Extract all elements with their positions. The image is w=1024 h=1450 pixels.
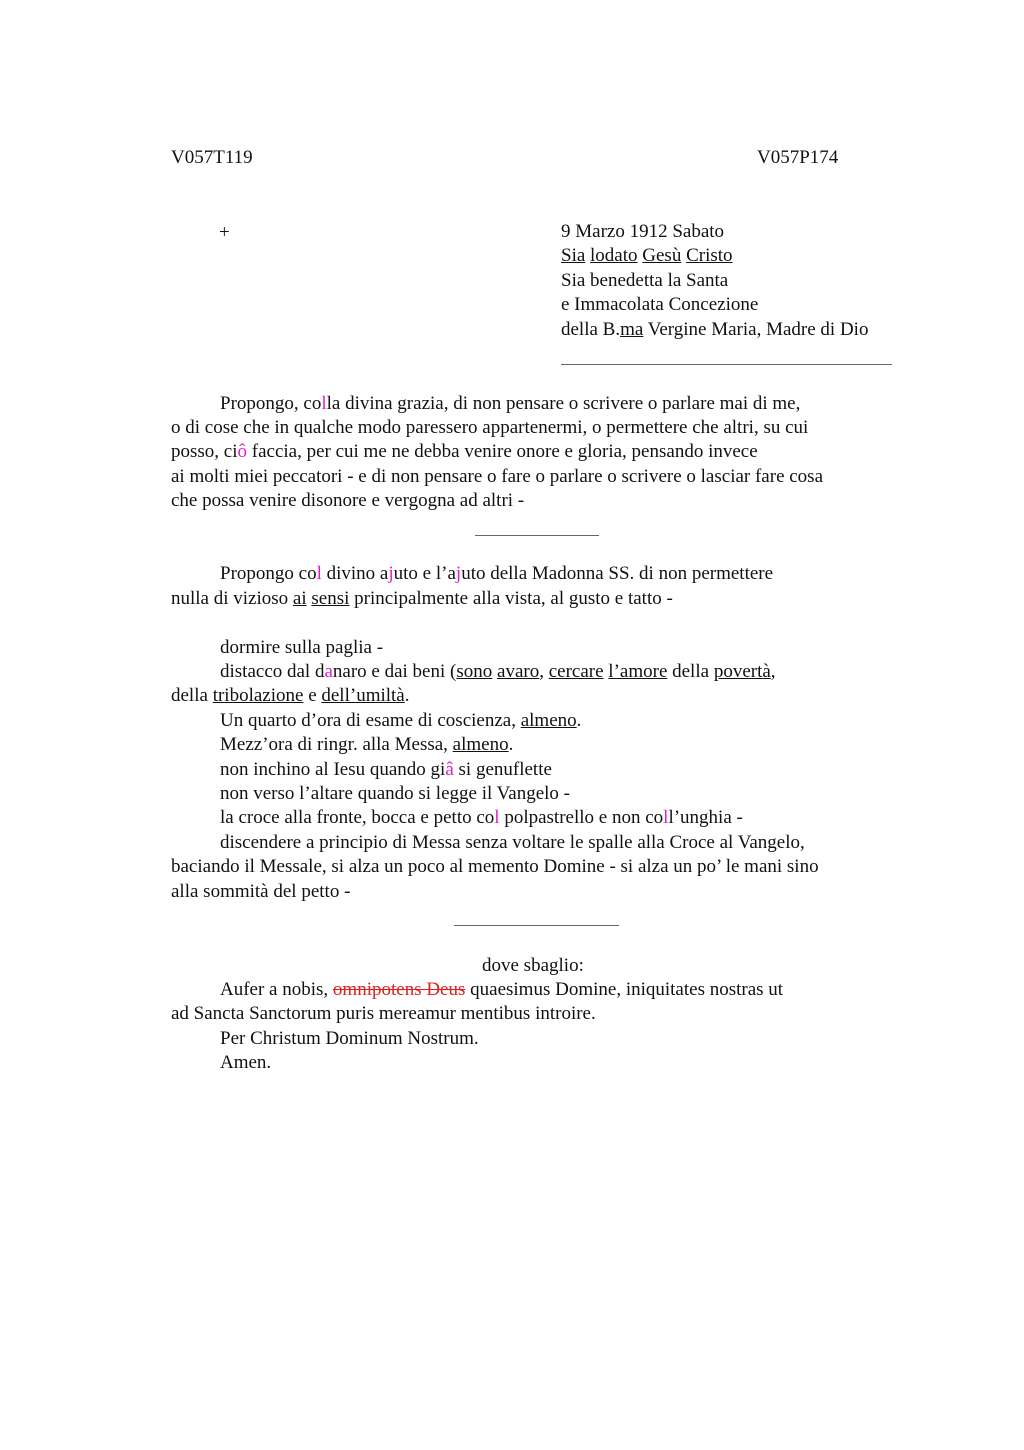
- prayer-line: Per Christum Dominum Nostrum.: [220, 1028, 479, 1049]
- text-run: l: [321, 393, 327, 414]
- blessing-line-3: [561, 318, 868, 342]
- prayer-line: [220, 978, 783, 1002]
- text-run: quaesimus Domine, iniquitates nostras ut: [465, 979, 784, 1000]
- text-run: divino a: [321, 563, 389, 584]
- text-run: nulla di vizioso: [171, 588, 293, 609]
- text-run: l: [316, 563, 322, 584]
- text-run: si genuflette: [453, 759, 552, 780]
- text-run: della: [667, 661, 714, 682]
- text-run: cercare: [548, 661, 604, 682]
- text-run: sensi: [311, 588, 350, 609]
- list-item: dormire sulla paglia -: [220, 637, 384, 658]
- list-item: [220, 660, 776, 684]
- text-run: ,: [770, 661, 776, 682]
- text-run: l: [663, 807, 669, 828]
- praise-line: [561, 244, 733, 268]
- text-run: almeno: [452, 734, 509, 755]
- text-run: almeno: [520, 710, 577, 731]
- text-run: l’unghia -: [668, 807, 743, 828]
- text-run: non inchino al Iesu quando gi: [220, 759, 446, 780]
- list-item: [220, 733, 513, 757]
- text-run: j: [388, 563, 394, 584]
- paragraph-line: [220, 562, 773, 586]
- text-run: â: [445, 759, 454, 780]
- text-run: Vergine Maria, Madre di Dio: [643, 319, 869, 340]
- prayer-line: ad Sancta Sanctorum puris mereamur mentibus introire.: [171, 1003, 596, 1024]
- text-run: l’amore: [608, 661, 668, 682]
- document-code-left: V057T119: [171, 147, 253, 168]
- text-run: .: [508, 734, 514, 755]
- paragraph-line: [220, 392, 800, 416]
- text-run: .: [576, 710, 582, 731]
- text-run: della B.: [561, 319, 621, 340]
- paragraph-line: [171, 587, 673, 611]
- text-run: Mezz’ora di ringr. alla Messa,: [220, 734, 453, 755]
- text-run: principalmente alla vista, al gusto e tatto -: [349, 588, 673, 609]
- list-item: [220, 806, 743, 830]
- text-run: Propongo, co: [220, 393, 322, 414]
- text-run: distacco dal d: [220, 661, 325, 682]
- section-heading: dove sbaglio:: [482, 955, 584, 976]
- text-run: ô: [237, 441, 247, 462]
- divider-2: [454, 925, 619, 926]
- text-run: sono: [456, 661, 493, 682]
- blessing-line-1: Sia benedetta la Santa: [561, 270, 729, 291]
- date-line: 9 Marzo 1912 Sabato: [561, 221, 725, 242]
- text-run: ,: [539, 661, 549, 682]
- text-run: a: [324, 661, 333, 682]
- praise-word: Cristo: [686, 245, 733, 266]
- text-run: uto e l’a: [393, 563, 456, 584]
- list-item-continuation: [171, 684, 410, 708]
- paragraph-line: o di cose che in qualche modo paressero appartenermi, o permettere che altri, su cui: [171, 417, 809, 438]
- text-run: avaro: [497, 661, 540, 682]
- divider-1: [475, 535, 599, 536]
- text-run: tribolazione: [212, 685, 304, 706]
- list-item: non verso l’altare quando si legge il Vangelo -: [220, 783, 570, 804]
- text-run: la croce alla fronte, bocca e petto co: [220, 807, 495, 828]
- text-run: Propongo co: [220, 563, 317, 584]
- praise-word: lodato: [590, 245, 638, 266]
- praise-word: Sia: [561, 245, 586, 266]
- text-run: naro e dai beni (: [332, 661, 457, 682]
- text-run: polpastrello e non co: [499, 807, 664, 828]
- struck-text: omnipotens Deus: [332, 979, 466, 1000]
- list-item: [220, 758, 552, 782]
- text-run: dell’umiltà: [321, 685, 405, 706]
- paragraph-line: ai molti miei peccatori - e di non pensare o fare o parlare o scrivere o lasciar fare cosa: [171, 466, 824, 487]
- blessing-line-2: e Immacolata Concezione: [561, 294, 759, 315]
- paragraph-line: che possa venire disonore e vergogna ad altri -: [171, 490, 525, 511]
- list-item-continuation: alla sommità del petto -: [171, 881, 351, 902]
- text-run: posso, ci: [171, 441, 238, 462]
- text-run: Un quarto d’ora di esame di coscienza,: [220, 710, 521, 731]
- text-run: l: [494, 807, 500, 828]
- paragraph-line: [171, 440, 758, 464]
- praise-word: Gesù: [642, 245, 682, 266]
- text-run: ai: [292, 588, 307, 609]
- text-run: la divina grazia, di non pensare o scrivere o parlare mai di me,: [326, 393, 801, 414]
- text-run: Aufer a nobis,: [220, 979, 333, 1000]
- document-code-right: V057P174: [757, 147, 839, 168]
- text-run: j: [455, 563, 462, 584]
- text-run: .: [404, 685, 410, 706]
- text-run: della: [171, 685, 213, 706]
- prayer-line: Amen.: [220, 1052, 272, 1073]
- divider-invocation: [561, 364, 892, 365]
- text-run: ma: [620, 319, 644, 340]
- list-item: discendere a principio di Messa senza voltare le spalle alla Croce al Vangelo,: [220, 832, 805, 853]
- text-run: povertà: [713, 661, 771, 682]
- text-run: e: [303, 685, 322, 706]
- text-run: faccia, per cui me ne debba venire onore e gloria, pensando invece: [247, 441, 758, 462]
- list-item: [220, 709, 581, 733]
- text-run: uto della Madonna SS. di non permettere: [461, 563, 774, 584]
- cross-mark: +: [219, 222, 230, 243]
- list-item-continuation: baciando il Messale, si alza un poco al memento Domine - si alza un po’ le mani sino: [171, 856, 819, 877]
